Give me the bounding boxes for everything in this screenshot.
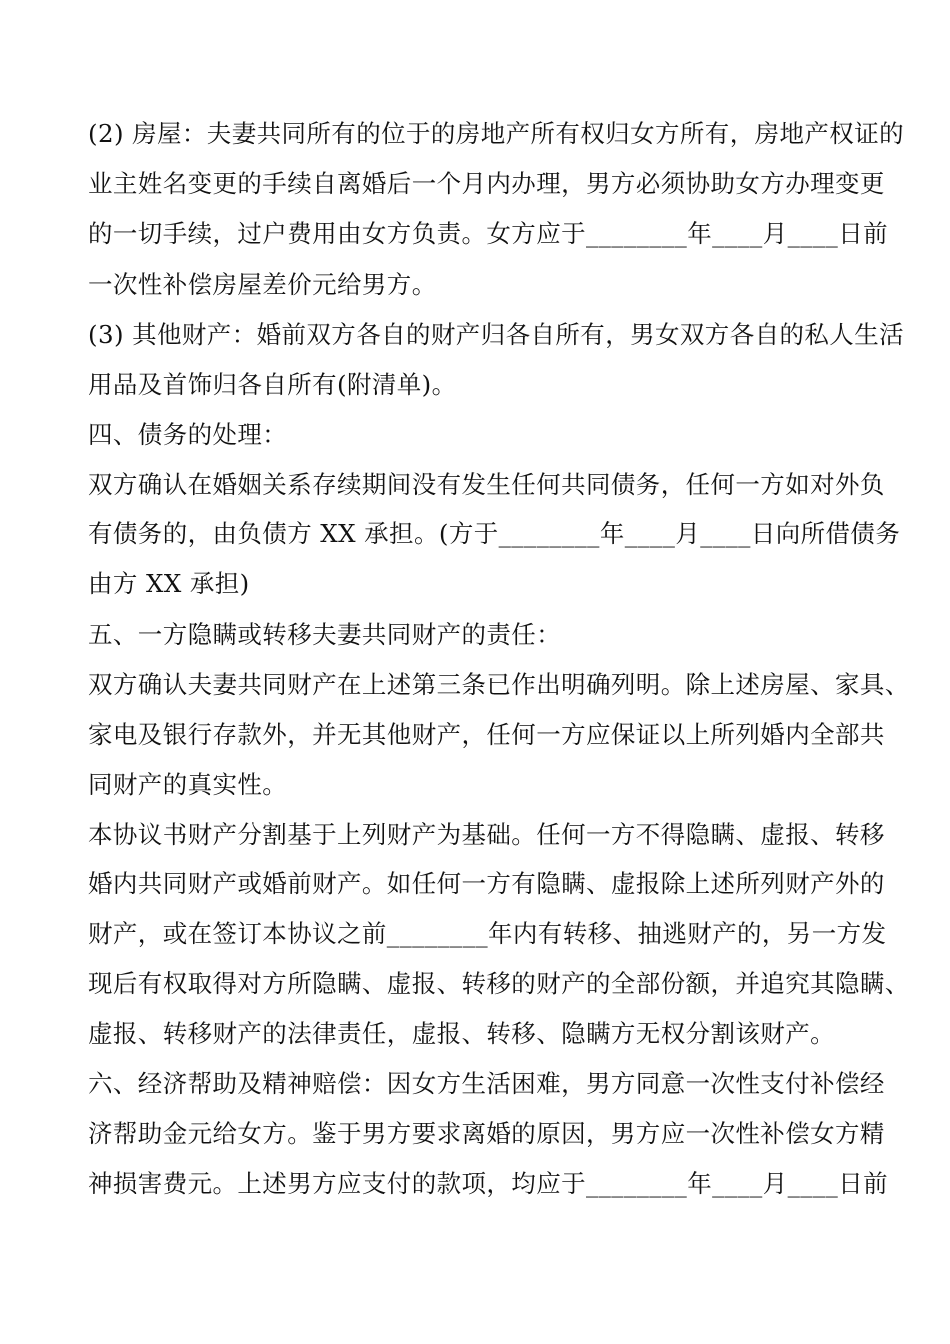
section-heading: 五、一方隐瞒或转移夫妻共同财产的责任：: [88, 620, 562, 649]
paragraph-line: 同财产的真实性。: [88, 770, 288, 799]
section-heading: 六、经济帮助及精神赔偿：因女方生活困难，男方同意一次性支付补偿经: [88, 1069, 885, 1098]
paragraph-line: 神损害费元。上述男方应支付的款项，均应于________年____月____日前: [88, 1169, 888, 1198]
paragraph-line: 双方确认在婚姻关系存续期间没有发生任何共同债务，任何一方如对外负: [88, 470, 885, 499]
paragraph-line: 家电及银行存款外，并无其他财产，任何一方应保证以上所列婚内全部共: [88, 720, 885, 749]
paragraph-line: 一次性补偿房屋差价元给男方。: [88, 270, 437, 299]
paragraph-line: (3) 其他财产：婚前双方各自的财产归各自所有，男女双方各自的私人生活: [88, 320, 904, 349]
paragraph-line: 济帮助金元给女方。鉴于男方要求离婚的原因，男方应一次性补偿女方精: [88, 1119, 885, 1148]
paragraph-line: 双方确认夫妻共同财产在上述第三条已作出明确列明。除上述房屋、家具、: [88, 670, 910, 699]
paragraph-line: (2) 房屋：夫妻共同所有的位于的房地产所有权归女方所有，房地产权证的: [88, 119, 904, 148]
paragraph-line: 的一切手续，过户费用由女方负责。女方应于________年____月____日前: [88, 219, 888, 248]
paragraph-line: 虚报、转移财产的法律责任，虚报、转移、隐瞒方无权分割该财产。: [88, 1019, 835, 1048]
paragraph-line: 业主姓名变更的手续自离婚后一个月内办理，男方必须协助女方办理变更: [88, 169, 885, 198]
paragraph-line: 现后有权取得对方所隐瞒、虚报、转移的财产的全部份额，并追究其隐瞒、: [88, 969, 910, 998]
paragraph-line: 用品及首饰归各自所有(附清单)。: [88, 370, 457, 399]
paragraph-line: 由方 XX 承担): [88, 569, 250, 598]
paragraph-line: 本协议书财产分割基于上列财产为基础。任何一方不得隐瞒、虚报、转移: [88, 820, 885, 849]
paragraph-line: 有债务的，由负债方 XX 承担。(方于________年____月____日向所借债务: [88, 519, 901, 548]
paragraph-line: 婚内共同财产或婚前财产。如任何一方有隐瞒、虚报除上述所列财产外的: [88, 869, 885, 898]
paragraph-line: 财产，或在签订本协议之前________年内有转移、抽逃财产的，另一方发: [88, 919, 887, 948]
section-heading: 四、债务的处理：: [88, 420, 288, 449]
